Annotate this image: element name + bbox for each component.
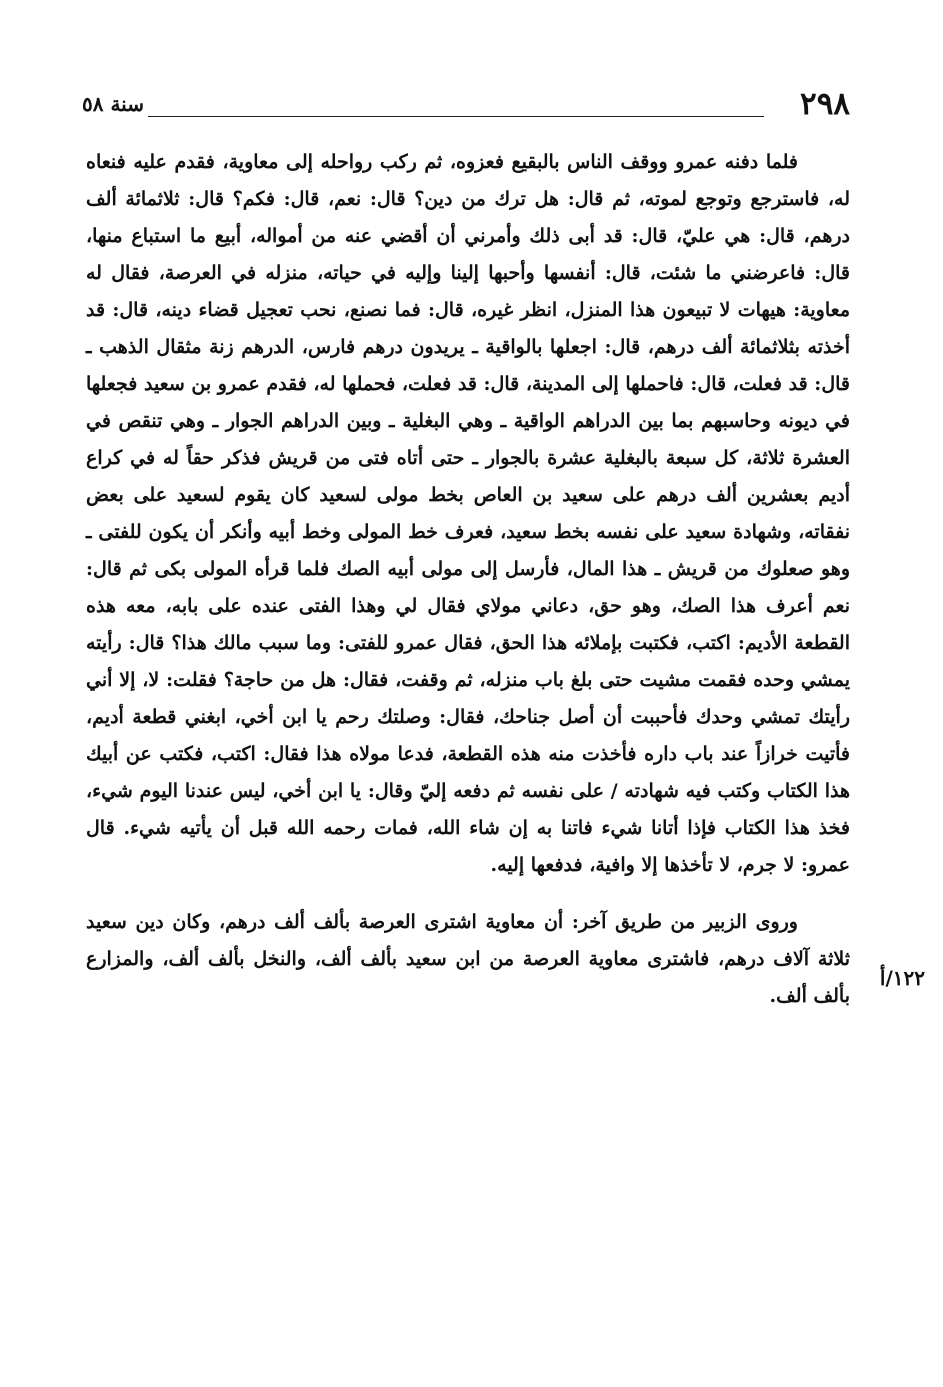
running-head-year: سنة ٥٨	[82, 92, 144, 116]
paragraph-2: وروى الزبير من طريق آخر: أن معاوية اشترى العرصة بألف ألف درهم، وكان دين سعيد ثلاثة آلاف درهم، فاشترى معاوية العرصة من ابن سعيد بألف ألف، والنخل بألف ألف، والمزارع بألف ألف.	[86, 911, 850, 1007]
main-text	[86, 144, 850, 1015]
paragraph-1: فلما دفنه عمرو ووقف الناس بالبقيع فعزوه، ثم ركب رواحله إلى معاوية، فقدم عليه فنعاه له، فاسترجع وتوجع لموته، ثم قال: هل ترك من دين؟ قال: نعم، قال: فكم؟ قال: ثلاثمائة ألف درهم، قال: هي عليّ، قال: قد أبى ذلك وأمرني أن أقضي عنه من أمواله، أبيع ما استباع منها، قال: فاعرضني ما شئت، قال: أنفسها وأحبها إلينا وإليه في حياته، منزله في العرصة، فقال له معاوية: هيهات لا تبيعون هذا المنزل، انظر غيره، قال: فما نصنع، نحب تعجيل قضاء دينه، قال: قد أخذته بثلاثمائة ألف درهم، قال: اجعلها بالواقية ـ يريدون درهم فارس، الدرهم زنة مثقال الذهب ـ قال: قد فعلت، قال: فاحملها إلى المدينة، قال: قد فعلت، فحملها له، فقدم عمرو بن سعيد فجعلها في ديونه وحاسبهم بما بين الدراهم الواقية ـ وهي البغلية ـ وبين الدراهم الجوار ـ وهي تنقص في العشرة ثلاثة، كل سبعة بالبغلية عشرة بالجوار ـ حتى أتاه فتى من قريش فذكر حقاً له في كراع أديم بعشرين ألف درهم على سعيد بن العاص بخط مولى لسعيد كان يقوم لسعيد على بعض نفقاته، وشهادة سعيد على نفسه بخط سعيد، فعرف خط المولى وخط أبيه وأنكر أن يكون للفتى ـ وهو صعلوك من قريش ـ هذا المال، فأرسل إلى مولى أبيه الصك فلما قرأه المولى بكى ثم قال: نعم أعرف هذا الصك، وهو حق، دعاني مولاي فقال لي وهذا الفتى عنده على بابه، معه هذه القطعة الأديم: اكتب، فكتبت بإملائه هذا الحق، فقال عمرو للفتى: وما سبب مالك هذا؟ قال: رأيته يمشي وحده فقمت مشيت حتى بلغ باب منزله، ثم وقفت، فقال: هل من حاجة؟ فقلت: لا، إلا أني رأيتك تمشي وحدك فأحببت أن أصل جناحك، فقال: وصلتك رحم يا ابن أخي، ابغني قطعة أديم، فأتيت خرازاً عند باب داره فأخذت منه هذه القطعة، فدعا مولاه هذا فقال: اكتب، فكتب عن أبيك هذا الكتاب وكتب فيه شهادته / على نفسه ثم دفعه إليّ وقال: يا ابن أخي، ليس عندنا اليوم شيء، فخذ هذا الكتاب فإذا أتانا شيء فاتنا به إن شاء الله، فمات رحمه الله قبل أن يأتيه شيء. قال عمرو: لا جرم، لا تأخذها إلا وافية، فدفعها إليه.	[86, 151, 850, 876]
page-number: ٢٩٨	[800, 86, 850, 122]
header-rule	[148, 116, 764, 117]
page-header	[82, 86, 850, 126]
manuscript-folio-note: ١٢٢/أ	[879, 966, 925, 990]
